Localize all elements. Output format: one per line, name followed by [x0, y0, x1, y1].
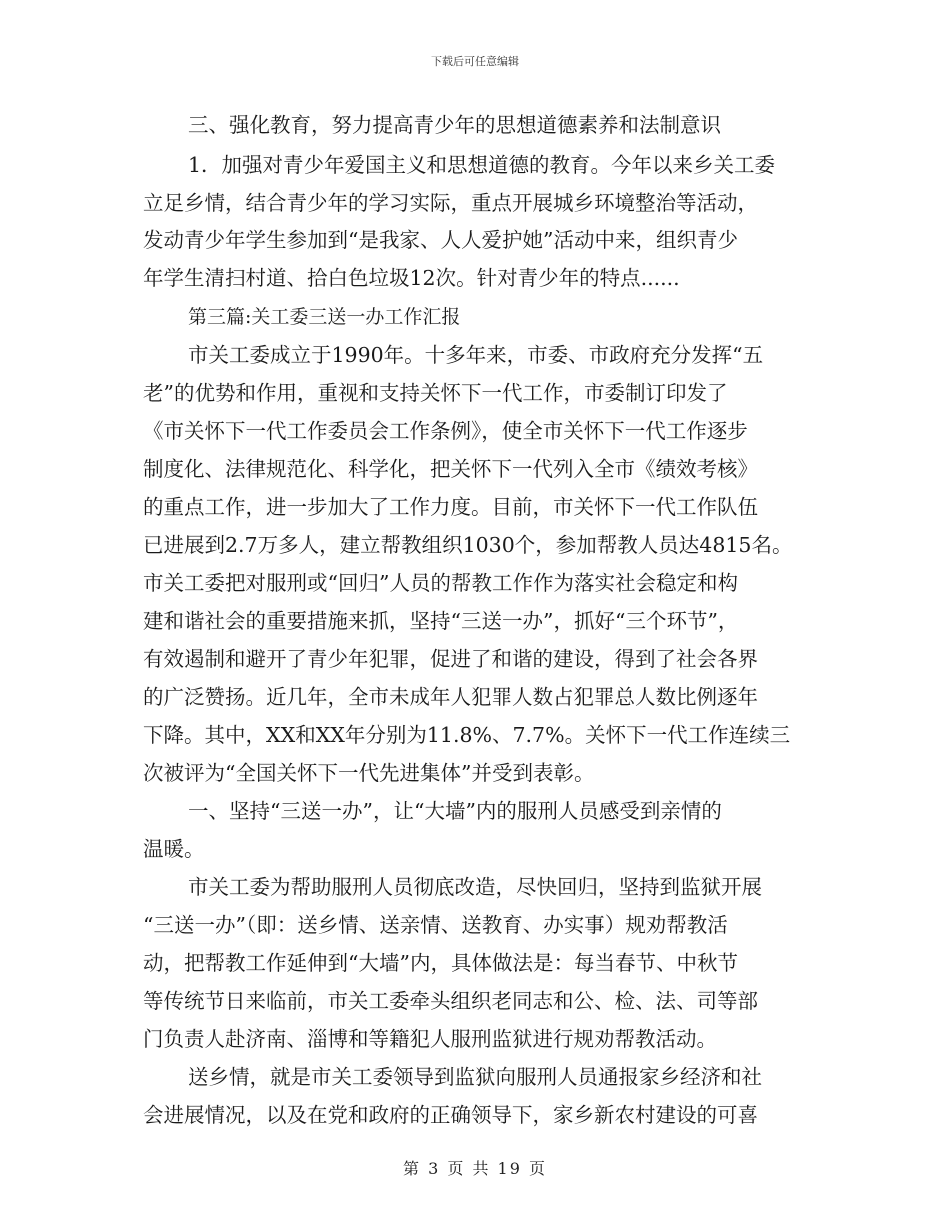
paragraph-line: 下降。其中，XX和XX年分别为11.8%、7.7%。关怀下一代工作连续三 — [143, 723, 791, 747]
paragraph-line: 市关工委把对服刑或“回归”人员的帮教工作作为落实社会稳定和构 — [143, 571, 738, 595]
page-header: 下载后可任意编辑 — [431, 55, 519, 68]
paragraph-line: 动，把帮教工作延伸到“大墙”内，具体做法是：每当春节、中秋节 — [143, 951, 738, 975]
paragraph-line: 1．加强对青少年爱国主义和思想道德的教育。今年以来乡关工委 — [188, 153, 776, 177]
paragraph-line: 温暖。 — [143, 837, 205, 861]
chapter-title: 第三篇:关工委三送一办工作汇报 — [188, 306, 461, 328]
paragraph-line: 老”的优势和作用，重视和支持关怀下一代工作，市委制订印发了 — [143, 381, 728, 405]
paragraph-line: 制度化、法律规范化、科学化，把关怀下一代列入全市《绩效考核》 — [143, 457, 758, 481]
paragraph-line: 市关工委成立于1990年。十多年来，市委、市政府充分发挥“五 — [188, 343, 764, 367]
paragraph-line: 次被评为“全国关怀下一代先进集体”并受到表彰。 — [143, 761, 595, 785]
paragraph-line: 市关工委为帮助服刑人员彻底改造，尽快回归，坚持到监狱开展 — [188, 875, 762, 899]
paragraph-line: “三送一办”（即：送乡情、送亲情、送教育、办实事）规劝帮教活 — [143, 913, 728, 937]
paragraph-line: 已进展到2.7万多人，建立帮教组织1030个，参加帮教人员达4815名。 — [143, 533, 793, 557]
paragraph-line: 等传统节日来临前，市关工委牵头组织老同志和公、检、法、司等部 — [143, 989, 758, 1013]
paragraph-line: 发动青少年学生参加到“是我家、人人爱护她”活动中来，组织青少 — [143, 228, 738, 252]
paragraph-line: 《市关怀下一代工作委员会工作条例》，使全市关怀下一代工作逐步 — [143, 419, 748, 443]
page-number: 第 3 页 共 19 页 — [403, 1159, 547, 1178]
paragraph-line: 立足乡情，结合青少年的学习实际，重点开展城乡环境整治等活动， — [143, 191, 758, 215]
paragraph-line: 建和谐社会的重要措施来抓，坚持“三送一办”，抓好“三个环节”， — [143, 609, 739, 633]
paragraph-line: 年学生清扫村道、拾白色垃圾12次。针对青少年的特点...... — [143, 266, 680, 290]
paragraph-line: 门负责人赴济南、淄博和等籍犯人服刑监狱进行规劝帮教活动。 — [143, 1027, 717, 1051]
paragraph-line: 的重点工作，进一步加大了工作力度。目前，市关怀下一代工作队伍 — [143, 495, 758, 519]
paragraph-line: 会进展情况，以及在党和政府的正确领导下，家乡新农村建设的可喜 — [143, 1103, 758, 1127]
section-heading: 三、强化教育，努力提高青少年的思想道德素养和法制意识 — [188, 113, 721, 137]
paragraph-line: 送乡情，就是市关工委领导到监狱向服刑人员通报家乡经济和社 — [188, 1065, 762, 1089]
paragraph-line: 有效遏制和避开了青少年犯罪，促进了和谐的建设，得到了社会各界 — [143, 647, 758, 671]
section-heading: 一、坚持“三送一办”，让“大墙”内的服刑人员感受到亲情的 — [188, 799, 722, 823]
paragraph-line: 的广泛赞扬。近几年，全市未成年人犯罪人数占犯罪总人数比例逐年 — [143, 685, 758, 709]
